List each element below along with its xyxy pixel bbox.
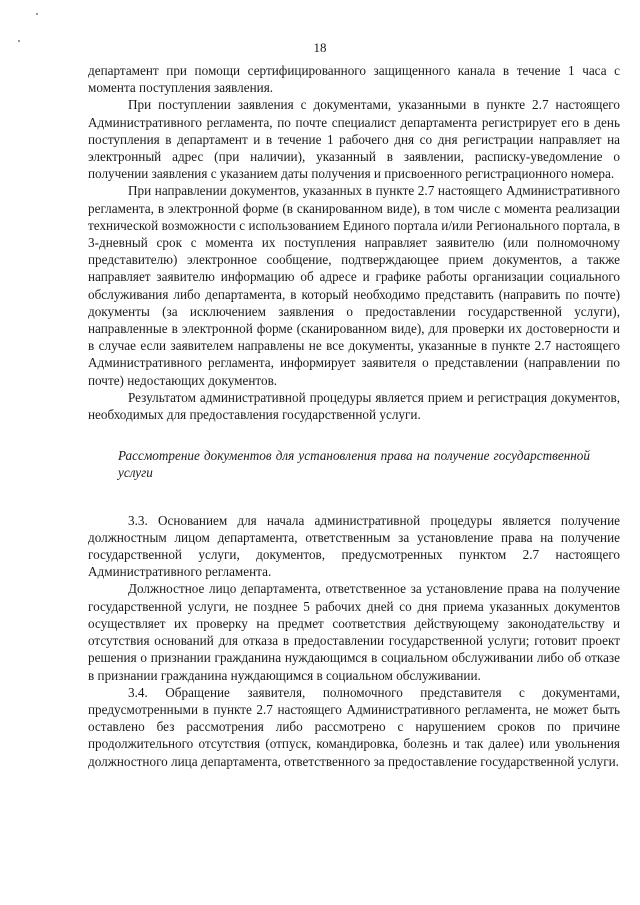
paragraph: 3.4. Обращение заявителя, полномочного представителя с документами, предусмотренными в пункте 2.7 настоящего Административного регламента, не может быть оставлено без рассмотрения либо рассмотрено с нарушением сроков по причине продолжительного отсутствия (отпуск, командировка, болезнь и так далее) или увольнения должностного лица департамента, ответственного за предоставление государственной услуги.: [88, 684, 620, 769]
document-body: [88, 62, 620, 770]
paragraph: 3.3. Основанием для начала административной процедуры является получение должностным лицом департамента, ответственным за установление права на получение государственной услуги, документов, предусмотренных пунктом 2.7 настоящего Административного регламента.: [88, 512, 620, 580]
section-heading: Рассмотрение документов для установления права на получение государственной услуги: [118, 448, 590, 481]
paragraph: Результатом административной процедуры является прием и регистрация документов, необходимых для предоставления государственной услуги.: [88, 389, 620, 423]
paragraph: Должностное лицо департамента, ответственное за установление права на получение государственной услуги, не позднее 5 рабочих дней со дня приема указанных документов осуществляет их проверку на предмет соответствия действующему законодательству и отсутствия оснований для отказа в предоставлении государственной услуги; готовит проект решения о признании гражданина нуждающимся в социальном обслуживании либо об отказе в признании гражданина нуждающимся в социальном обслуживании.: [88, 581, 620, 683]
scan-speck: [36, 13, 38, 15]
paragraph: При направлении документов, указанных в пункте 2.7 настоящего Административного регламента, в электронной форме (в сканированном виде), в том числе с момента реализации технической возможности с использованием Единого портала и/или Регионального портала, в 3-дневный срок с момента их поступления направляет заявителю (или полномочному представителю) электронное сообщение, подтверждающее прием документов, а также направляет заявителю информацию об адресе и графике работы организации социального обслуживания либо департамента, в который необходимо представить (направить по почте) документы (за исключением заявления о предоставлении государственной услуги), направленные в электронной форме (сканированном виде), для проверки их достоверности и в случае если заявителем направлены не все документы, указанные в пункте 2.7 настоящего Административного регламента, информирует заявителя о представлении (направлении по почте) недостающих документов.: [88, 183, 620, 388]
paragraph: департамент при помощи сертифицированного защищенного канала в течение 1 часа с момента поступления заявления.: [88, 63, 620, 96]
paragraph: При поступлении заявления с документами, указанными в пункте 2.7 настоящего Административного регламента, по почте специалист департамента регистрирует его в день поступления в департамент и в течение 1 рабочего дня со дня регистрации направляет на электронный адрес (при наличии), указанный в заявлении, расписку-уведомление о получении заявления с указанием даты получения и присвоенного регистрационного номера.: [88, 97, 620, 182]
page-number: 18: [313, 40, 327, 55]
